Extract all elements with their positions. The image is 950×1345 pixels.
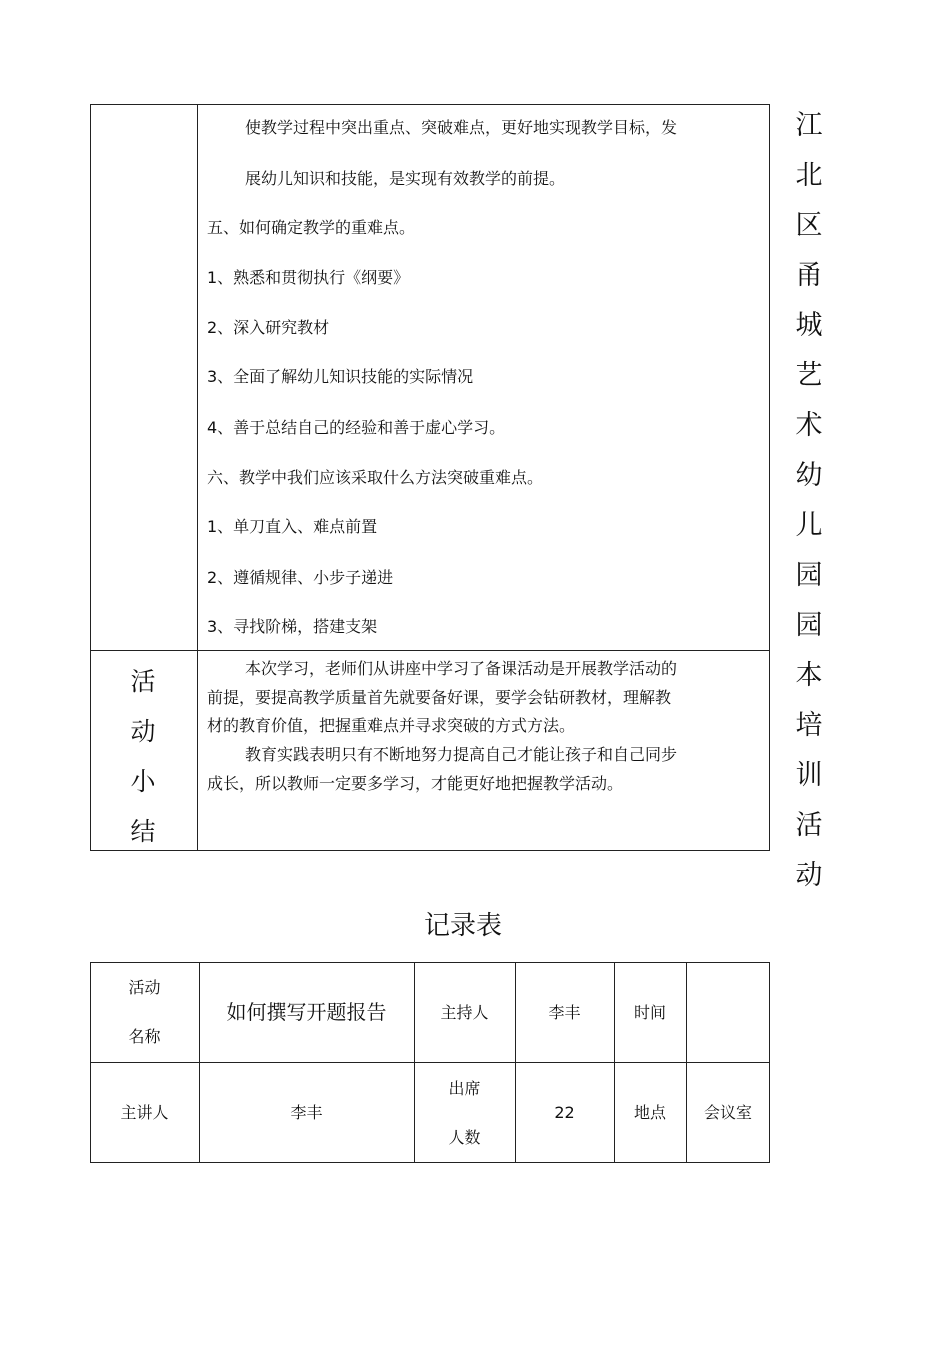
vertical-title-char: 艺 [795, 360, 823, 391]
attendance-label [414, 1062, 515, 1163]
vertical-title-char: 培 [795, 710, 823, 741]
location-label: 地点 [633, 1103, 666, 1122]
vertical-title-char: 甬 [795, 260, 823, 291]
vertical-title-char: 动 [795, 860, 823, 891]
vertical-title-char: 训 [795, 760, 823, 791]
vertical-title-char: 幼 [795, 460, 823, 491]
content-line: 3、全面了解幼儿知识技能的实际情况 [207, 367, 474, 386]
speaker-value: 李丰 [290, 1103, 323, 1122]
vertical-title-char: 北 [795, 160, 823, 191]
vertical-title-char: 术 [795, 410, 823, 441]
content-line: 使教学过程中突出重点、突破难点，更好地实现教学目标，发 [245, 118, 678, 137]
vertical-title-char: 江 [795, 110, 823, 141]
activity-name-label-line: 名称 [128, 1027, 161, 1046]
vertical-title-char: 活 [795, 810, 823, 841]
content-line: 3、寻找阶梯，搭建支架 [207, 617, 378, 636]
summary-label-char: 动 [130, 717, 156, 746]
section-heading: 六、教学中我们应该采取什么方法突破重难点。 [207, 468, 544, 487]
vertical-title-char: 区 [795, 210, 823, 241]
vertical-title-char: 园 [795, 610, 823, 641]
summary-line: 本次学习，老师们从讲座中学习了备课活动是开展教学活动的 [245, 659, 678, 678]
time-value [686, 962, 770, 1062]
summary-label-char: 小 [130, 767, 156, 796]
summary-line: 材的教育价值，把握重难点并寻求突破的方式方法。 [207, 716, 576, 735]
attendance-label-line: 出席 [448, 1078, 481, 1098]
attendance-label-line: 人数 [448, 1127, 481, 1147]
host-value: 李丰 [548, 1002, 581, 1022]
summary-label-char: 结 [130, 817, 156, 846]
activity-name-label-line: 活动 [128, 978, 161, 997]
vertical-title-char: 儿 [795, 510, 823, 541]
record-title: 记录表 [423, 911, 502, 941]
activity-name-label [90, 962, 199, 1062]
vertical-title-char: 城 [795, 310, 823, 341]
summary-line: 教育实践表明只有不断地努力提高自己才能让孩子和自己同步 [245, 745, 678, 764]
vertical-title-char: 本 [795, 660, 823, 691]
content-line: 展幼儿知识和技能，是实现有效教学的前提。 [245, 169, 566, 188]
vertical-title-char: 园 [795, 560, 823, 591]
time-label: 时间 [633, 1002, 666, 1022]
host-label: 主持人 [440, 1002, 489, 1022]
content-line: 2、遵循规律、小步子递进 [207, 568, 394, 587]
content-line: 4、善于总结自己的经验和善于虚心学习。 [207, 418, 506, 437]
attendance-value: 22 [554, 1103, 575, 1122]
speaker-label: 主讲人 [120, 1103, 169, 1122]
content-line: 1、熟悉和贯彻执行《纲要》 [207, 268, 410, 287]
upper-table-col-divider [197, 104, 198, 851]
summary-label-char: 活 [130, 667, 156, 696]
activity-name-value: 如何撰写开题报告 [226, 999, 387, 1024]
section-heading: 五、如何确定教学的重难点。 [207, 218, 416, 237]
upper-table-row-divider [90, 650, 770, 651]
summary-line: 前提，要提高教学质量首先就要备好课，要学会钻研教材，理解教 [207, 688, 672, 707]
content-line: 2、深入研究教材 [207, 318, 330, 337]
content-line: 1、单刀直入、难点前置 [207, 517, 378, 536]
summary-line: 成长，所以教师一定要多学习，才能更好地把握教学活动。 [207, 774, 624, 793]
location-value: 会议室 [703, 1103, 752, 1122]
